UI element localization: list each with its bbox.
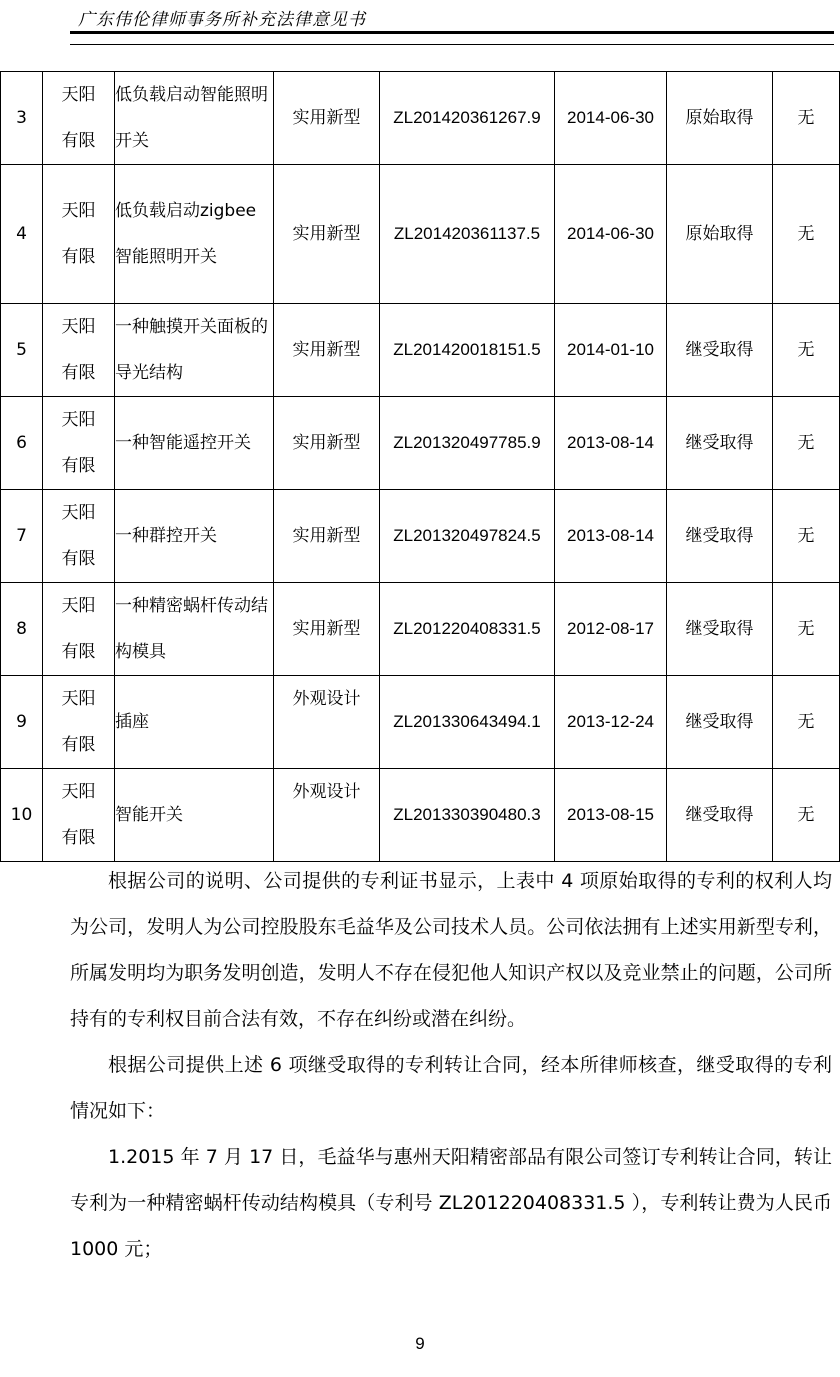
table-row bbox=[1, 397, 840, 490]
cell-name: 一种触摸开关面板的导光结构 bbox=[115, 304, 274, 397]
cell-date: 2013-12-24 bbox=[555, 676, 667, 769]
cell-date: 2013-08-14 bbox=[555, 490, 667, 583]
cell-date: 2014-06-30 bbox=[555, 72, 667, 165]
cell-owner: 天阳有限 bbox=[43, 304, 115, 397]
page-header bbox=[70, 0, 834, 50]
cell-name: 智能开关 bbox=[115, 769, 274, 862]
cell-type: 外观设计 bbox=[274, 769, 380, 862]
cell-date: 2014-01-10 bbox=[555, 304, 667, 397]
cell-no: 3 bbox=[1, 72, 43, 165]
cell-acquisition: 继受取得 bbox=[667, 769, 773, 862]
cell-patent-no: ZL201330643494.1 bbox=[380, 676, 555, 769]
cell-remark: 无 bbox=[773, 676, 840, 769]
cell-owner: 天阳有限 bbox=[43, 165, 115, 304]
paragraph: 根据公司提供上述 6 项继受取得的专利转让合同，经本所律师核查，继受取得的专利情况如下： bbox=[70, 1054, 832, 1122]
cell-remark: 无 bbox=[773, 490, 840, 583]
table-row bbox=[1, 583, 840, 676]
cell-type: 实用新型 bbox=[274, 583, 380, 676]
cell-name: 一种精密蜗杆传动结构模具 bbox=[115, 583, 274, 676]
cell-name: 低负载启动智能照明开关 bbox=[115, 72, 274, 165]
cell-type: 实用新型 bbox=[274, 165, 380, 304]
cell-owner: 天阳有限 bbox=[43, 72, 115, 165]
cell-name: 一种智能遥控开关 bbox=[115, 397, 274, 490]
cell-patent-no: ZL201420361267.9 bbox=[380, 72, 555, 165]
cell-owner: 天阳有限 bbox=[43, 490, 115, 583]
header-title: 广东伟伦律师事务所补充法律意见书 bbox=[78, 10, 366, 30]
cell-remark: 无 bbox=[773, 583, 840, 676]
cell-patent-no: ZL201330390480.3 bbox=[380, 769, 555, 862]
table-row bbox=[1, 165, 840, 304]
cell-owner: 天阳有限 bbox=[43, 769, 115, 862]
cell-date: 2014-06-30 bbox=[555, 165, 667, 304]
cell-owner: 天阳有限 bbox=[43, 676, 115, 769]
cell-patent-no: ZL201420361137.5 bbox=[380, 165, 555, 304]
header-rule-thick bbox=[70, 31, 834, 34]
cell-no: 4 bbox=[1, 165, 43, 304]
table-row bbox=[1, 490, 840, 583]
cell-no: 5 bbox=[1, 304, 43, 397]
table-row bbox=[1, 676, 840, 769]
cell-no: 6 bbox=[1, 397, 43, 490]
cell-acquisition: 继受取得 bbox=[667, 304, 773, 397]
table-row bbox=[1, 72, 840, 165]
cell-no: 8 bbox=[1, 583, 43, 676]
cell-acquisition: 原始取得 bbox=[667, 72, 773, 165]
table-row bbox=[1, 304, 840, 397]
cell-name: 低负载启动zigbee 智能照明开关 bbox=[115, 165, 274, 304]
cell-patent-no: ZL201320497824.5 bbox=[380, 490, 555, 583]
cell-date: 2013-08-14 bbox=[555, 397, 667, 490]
cell-owner: 天阳有限 bbox=[43, 583, 115, 676]
cell-owner: 天阳有限 bbox=[43, 397, 115, 490]
cell-type: 实用新型 bbox=[274, 490, 380, 583]
cell-remark: 无 bbox=[773, 72, 840, 165]
cell-remark: 无 bbox=[773, 769, 840, 862]
paragraph: 1.2015 年 7 月 17 日，毛益华与惠州天阳精密部品有限公司签订专利转让合同，转让专利为一种精密蜗杆传动结构模具（专利号 ZL201220408331.5 ），专利转让费为人民币 1000 元； bbox=[70, 1146, 832, 1260]
cell-acquisition: 继受取得 bbox=[667, 397, 773, 490]
cell-no: 10 bbox=[1, 769, 43, 862]
cell-acquisition: 继受取得 bbox=[667, 583, 773, 676]
cell-acquisition: 继受取得 bbox=[667, 676, 773, 769]
cell-no: 9 bbox=[1, 676, 43, 769]
cell-patent-no: ZL201220408331.5 bbox=[380, 583, 555, 676]
table-row bbox=[1, 769, 840, 862]
cell-name: 一种群控开关 bbox=[115, 490, 274, 583]
cell-acquisition: 原始取得 bbox=[667, 165, 773, 304]
header-rule-thin bbox=[70, 44, 834, 45]
cell-remark: 无 bbox=[773, 165, 840, 304]
cell-acquisition: 继受取得 bbox=[667, 490, 773, 583]
cell-type: 实用新型 bbox=[274, 397, 380, 490]
cell-type: 实用新型 bbox=[274, 72, 380, 165]
cell-type: 实用新型 bbox=[274, 304, 380, 397]
patent-table bbox=[0, 71, 840, 862]
page-number: 9 bbox=[415, 1334, 425, 1353]
body-text bbox=[70, 858, 832, 1272]
cell-no: 7 bbox=[1, 490, 43, 583]
cell-remark: 无 bbox=[773, 304, 840, 397]
cell-type: 外观设计 bbox=[274, 676, 380, 769]
cell-name: 插座 bbox=[115, 676, 274, 769]
cell-patent-no: ZL201420018151.5 bbox=[380, 304, 555, 397]
cell-date: 2013-08-15 bbox=[555, 769, 667, 862]
cell-patent-no: ZL201320497785.9 bbox=[380, 397, 555, 490]
cell-remark: 无 bbox=[773, 397, 840, 490]
cell-date: 2012-08-17 bbox=[555, 583, 667, 676]
paragraph: 根据公司的说明、公司提供的专利证书显示，上表中 4 项原始取得的专利的权利人均为公司，发明人为公司控股股东毛益华及公司技术人员。公司依法拥有上述实用新型专利，所属发明均为职务发明创造，发明人不存在侵犯他人知识产权以及竞业禁止的问题，公司所持有的专利权目前合法有效，不存在纠纷或潜在纠纷。 bbox=[70, 870, 832, 1030]
